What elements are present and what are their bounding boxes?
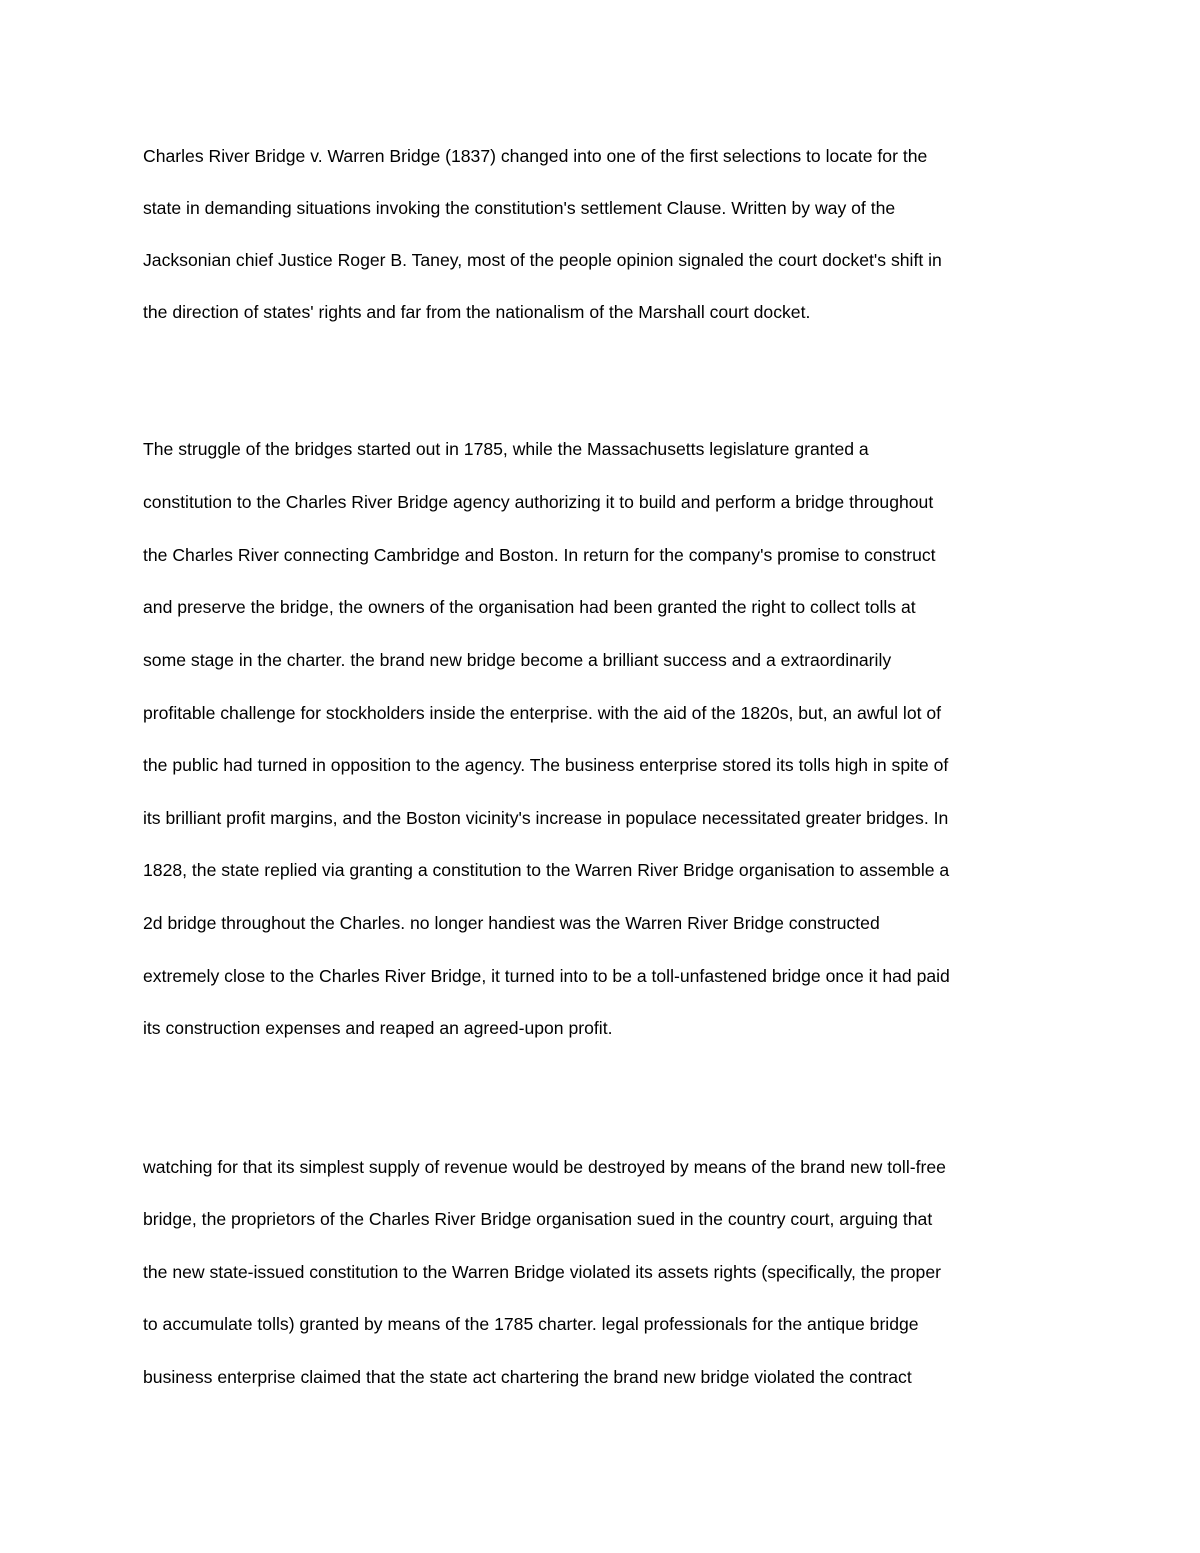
paragraph-1-line-3: Jacksonian chief Justice Roger B. Taney, most of the people opinion signaled the court docket's shift in [143,250,942,270]
paragraph-2-line-3: the Charles River connecting Cambridge and Boston. In return for the company's promise to construct [143,545,936,565]
paragraph-2-line-7: the public had turned in opposition to the agency. The business enterprise stored its tolls high in spite of [143,755,949,775]
paragraph-2-line-12: its construction expenses and reaped an agreed-upon profit. [143,1018,613,1038]
paragraph-2-line-6: profitable challenge for stockholders inside the enterprise. with the aid of the 1820s, but, an awful lot of [143,703,942,723]
paragraph-1-line-2: state in demanding situations invoking the constitution's settlement Clause. Written by way of the [143,198,896,218]
paragraph-2-line-2: constitution to the Charles River Bridge agency authorizing it to build and perform a bridge throughout [143,492,934,512]
paragraph-2-line-5: some stage in the charter. the brand new bridge become a brilliant success and a extraordinarily [143,650,892,670]
paragraph-3-line-2: bridge, the proprietors of the Charles River Bridge organisation sued in the country court, arguing that [143,1209,933,1229]
paragraph-1-line-1: Charles River Bridge v. Warren Bridge (1837) changed into one of the first selections to locate for the [143,146,928,166]
paragraph-2-line-8: its brilliant profit margins, and the Boston vicinity's increase in populace necessitated greater bridges. In [143,808,949,828]
paragraph-2-line-9: 1828, the state replied via granting a constitution to the Warren River Bridge organisation to assemble a [143,860,950,880]
paragraph-2-line-10: 2d bridge throughout the Charles. no longer handiest was the Warren River Bridge constructed [143,913,880,933]
paragraph-2-line-11: extremely close to the Charles River Bridge, it turned into to be a toll-unfastened bridge once it had paid [143,966,950,986]
paragraph-2-line-1: The struggle of the bridges started out in 1785, while the Massachusetts legislature granted a [143,439,869,459]
paragraph-3-line-3: the new state-issued constitution to the Warren Bridge violated its assets rights (specifically, the proper [143,1262,941,1282]
paragraph-3-line-4: to accumulate tolls) granted by means of the 1785 charter. legal professionals for the antique bridge [143,1314,919,1334]
paragraph-3-line-5: business enterprise claimed that the state act chartering the brand new bridge violated the contract [143,1367,912,1387]
paragraph-2-line-4: and preserve the bridge, the owners of the organisation had been granted the right to collect tolls at [143,597,916,617]
paragraph-3-line-1: watching for that its simplest supply of revenue would be destroyed by means of the brand new toll-free [143,1157,946,1177]
paragraph-1-line-4: the direction of states' rights and far from the nationalism of the Marshall court docket. [143,302,811,322]
